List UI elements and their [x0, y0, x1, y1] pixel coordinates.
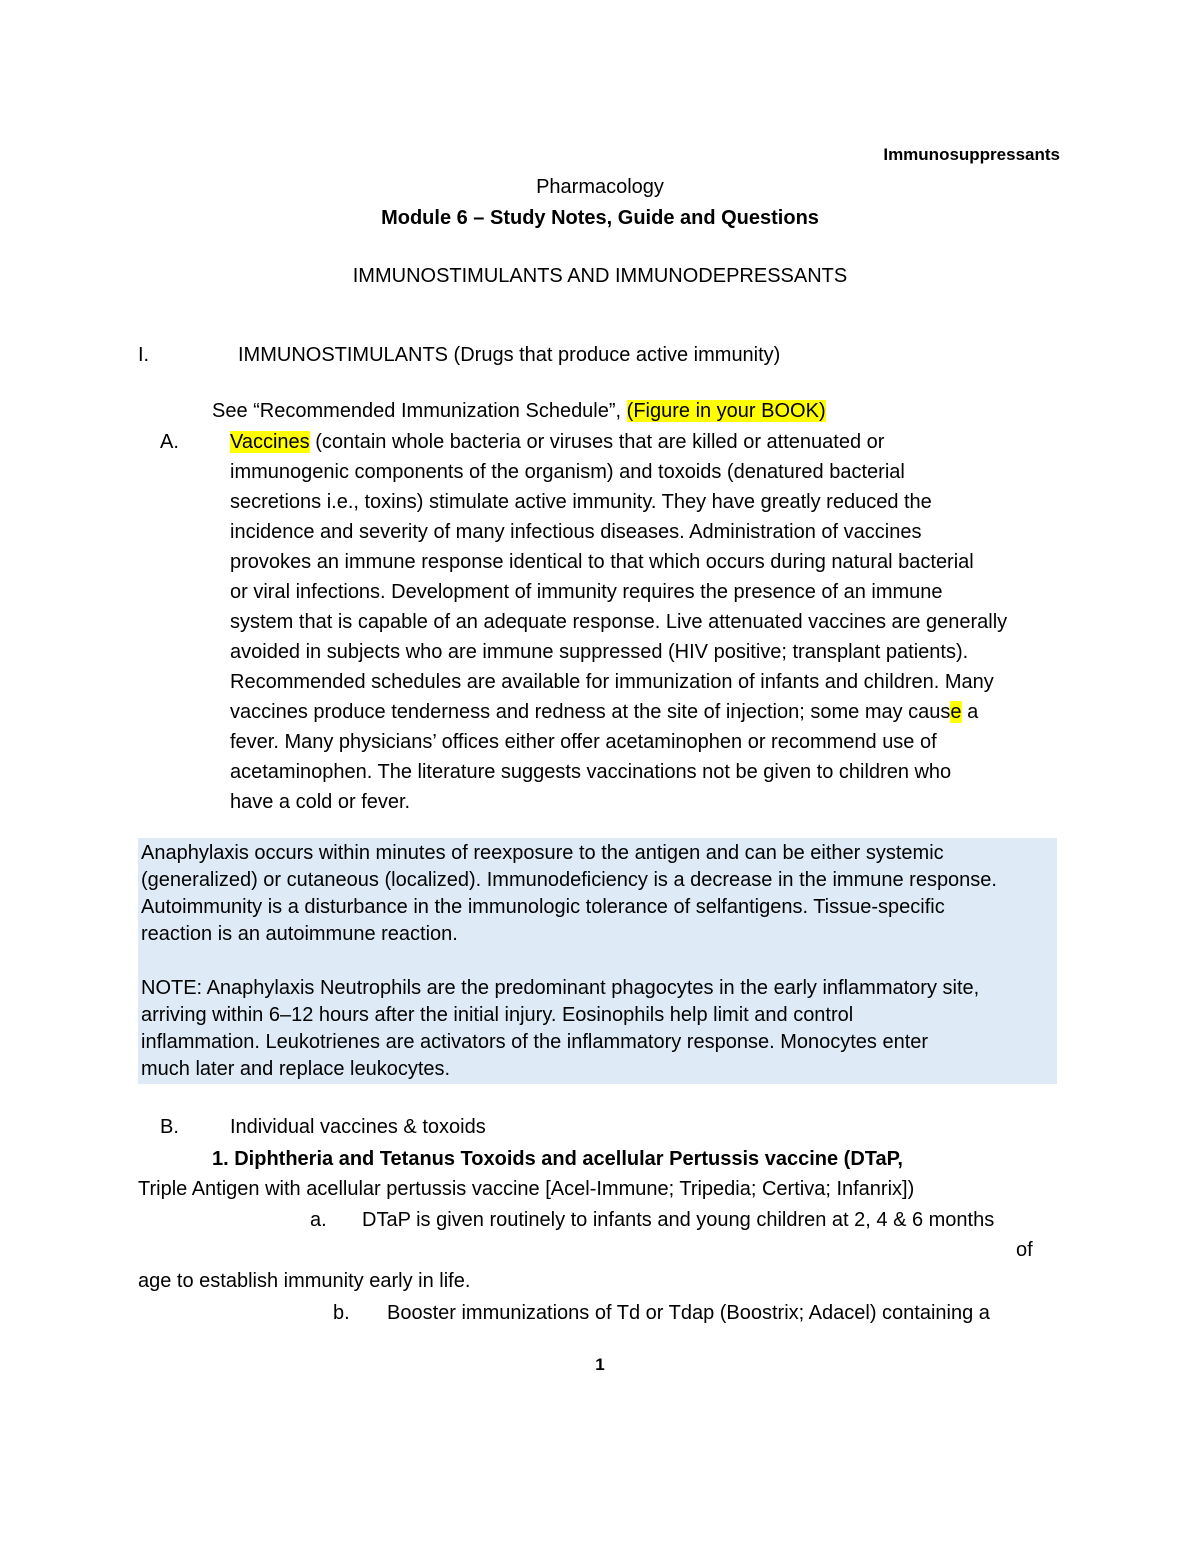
paragraph-line: immunogenic components of the organism) and toxoids (denatured bacterial — [230, 461, 905, 483]
subitem-b-marker: b. — [333, 1302, 350, 1324]
paragraph-line: system that is capable of an adequate response. Live attenuated vaccines are generally — [230, 611, 1008, 633]
section-i-marker: I. — [138, 344, 150, 366]
subitem-a-text: DTaP is given routinely to infants and young children at 2, 4 & 6 months — [362, 1209, 995, 1231]
note-box — [138, 838, 1057, 1084]
paragraph-line: provokes an immune response identical to that which occurs during natural bacterial — [230, 551, 974, 573]
paragraph-line: incidence and severity of many infectious diseases. Administration of vaccines — [230, 521, 922, 543]
see-schedule-text: See “Recommended Immunization Schedule”, — [212, 400, 622, 422]
paragraph-line: Recommended schedules are available for immunization of infants and children. Many — [230, 671, 994, 693]
note-line: arriving within 6–12 hours after the initial injury. Eosinophils help limit and control — [141, 1004, 854, 1026]
subitem-b-text: Booster immunizations of Td or Tdap (Boostrix; Adacel) containing a — [387, 1302, 990, 1324]
subitem-a-of: of — [1016, 1239, 1033, 1261]
section-i-heading: IMMUNOSTIMULANTS (Drugs that produce active immunity) — [238, 344, 781, 366]
paragraph-line: or viral infections. Development of immunity requires the presence of an immune — [230, 581, 943, 603]
paragraph-line: vaccines produce tenderness and redness at the site of injection; some may caus — [230, 701, 951, 723]
note-line: NOTE: Anaphylaxis Neutrophils are the predominant phagocytes in the early inflammatory site, — [141, 977, 980, 999]
see-schedule-line — [212, 396, 826, 426]
highlighted-letter: e — [950, 701, 962, 723]
note-line: (generalized) or cutaneous (localized). Immunodeficiency is a decrease in the immune response. — [141, 869, 997, 891]
note-line: reaction is an autoimmune reaction. — [141, 923, 458, 945]
item-b-marker: B. — [160, 1116, 179, 1138]
note-line: much later and replace leukocytes. — [141, 1058, 451, 1080]
note-line: inflammation. Leukotrienes are activators of the inflammatory response. Monocytes enter — [141, 1031, 929, 1053]
item-a-marker: A. — [160, 431, 179, 453]
note-line: Autoimmunity is a disturbance in the immunologic tolerance of selfantigens. Tissue-specific — [141, 896, 945, 918]
item-b-heading: Individual vaccines & toxoids — [230, 1116, 486, 1138]
subitem-a-marker: a. — [310, 1209, 327, 1231]
paragraph-line: secretions i.e., toxins) stimulate active immunity. They have greatly reduced the — [230, 491, 932, 513]
paragraph-line: acetaminophen. The literature suggests vaccinations not be given to children who — [230, 761, 952, 783]
paragraph-line: (contain whole bacteria or viruses that are killed or attenuated or — [309, 431, 885, 453]
course-title: Pharmacology — [536, 176, 664, 198]
figure-in-book-highlight: (Figure in your BOOK) — [626, 400, 826, 422]
module-title: Module 6 – Study Notes, Guide and Questions — [381, 207, 819, 229]
running-header: Immunosuppressants — [883, 145, 1060, 164]
dtap-continuation: Triple Antigen with acellular pertussis vaccine [Acel-Immune; Tripedia; Certiva; Infanrix]) — [138, 1178, 915, 1200]
paragraph-line: have a cold or fever. — [230, 791, 411, 813]
vaccines-paragraph — [230, 427, 1060, 817]
note-line: Anaphylaxis occurs within minutes of reexposure to the antigen and can be either systemic — [141, 842, 944, 864]
paragraph-line: a — [961, 701, 979, 723]
topic-title: IMMUNOSTIMULANTS AND IMMUNODEPRESSANTS — [352, 265, 848, 287]
subitem-a-continuation: age to establish immunity early in life. — [138, 1270, 471, 1292]
paragraph-line: fever. Many physicians’ offices either offer acetaminophen or recommend use of — [230, 731, 937, 753]
paragraph-line: avoided in subjects who are immune suppressed (HIV positive; transplant patients). — [230, 641, 969, 663]
page-number: 1 — [595, 1355, 605, 1374]
vaccines-keyword: Vaccines — [230, 431, 310, 453]
dtap-heading: 1. Diphtheria and Tetanus Toxoids and acellular Pertussis vaccine (DTaP, — [212, 1148, 903, 1170]
